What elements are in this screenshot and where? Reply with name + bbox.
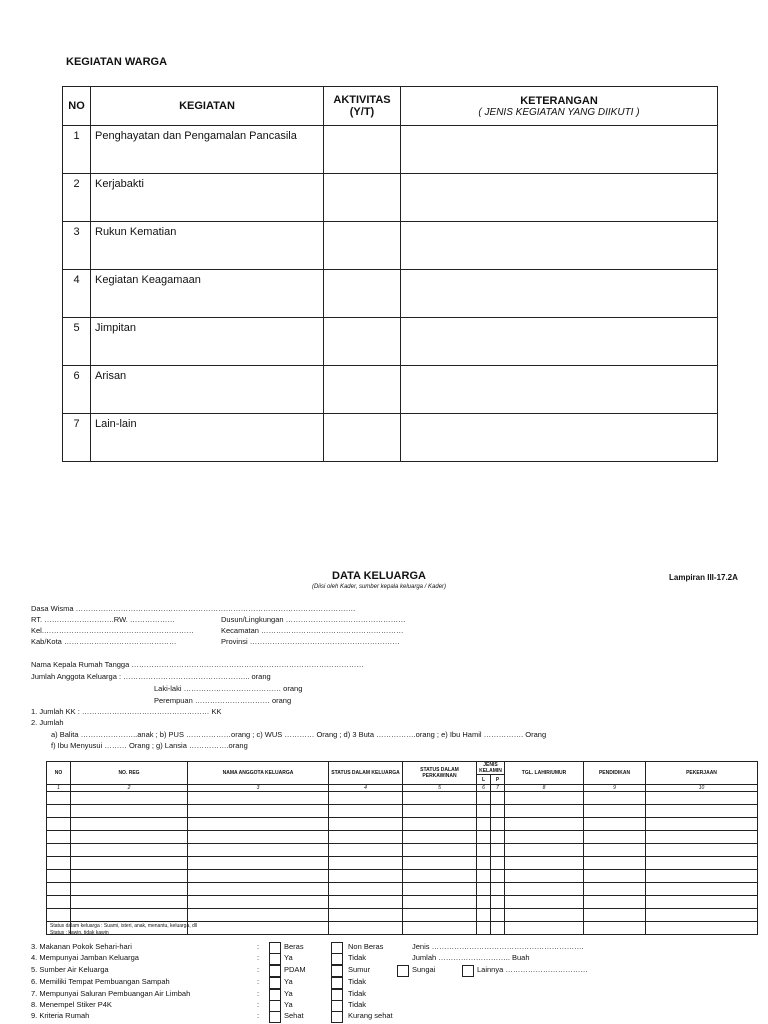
th-nama: NAMA ANGGOTA KELUARGA bbox=[188, 762, 329, 785]
col-num: 7 bbox=[491, 785, 505, 792]
keterangan-label: KETERANGAN bbox=[520, 94, 598, 107]
col-num: 9 bbox=[584, 785, 646, 792]
keterangan-cell[interactable] bbox=[401, 366, 718, 414]
colon: : bbox=[257, 977, 260, 986]
row-no: 4 bbox=[63, 270, 91, 318]
table-row bbox=[63, 126, 718, 174]
anggota-keluarga-table bbox=[46, 761, 758, 935]
table-row bbox=[63, 222, 718, 270]
keterangan-sub: ( JENIS KEGIATAN YANG DIIKUTI ) bbox=[478, 106, 640, 118]
kab-kota-field[interactable]: Kab/Kota ……………………………………… bbox=[31, 637, 177, 646]
aktivitas-cell[interactable] bbox=[324, 174, 401, 222]
q9-kurang-sehat-checkbox[interactable] bbox=[331, 1011, 343, 1023]
data-keluarga-title: DATA KELUARGA bbox=[332, 570, 426, 582]
row-kegiatan: Penghayatan dan Pengamalan Pancasila bbox=[91, 126, 324, 174]
table-row[interactable] bbox=[47, 870, 758, 883]
q7-ya-label: Ya bbox=[284, 989, 293, 998]
colon: : bbox=[257, 953, 260, 962]
q6-tidak-label: Tidak bbox=[348, 977, 367, 986]
data-keluarga-subtitle: (Diisi oleh Kader, sumber kepala keluarga / Kader) bbox=[311, 584, 447, 590]
q5-sungai-checkbox[interactable] bbox=[397, 965, 409, 977]
aktivitas-cell[interactable] bbox=[324, 366, 401, 414]
q9-sehat-checkbox[interactable] bbox=[269, 1011, 281, 1023]
q5-sumur-checkbox[interactable] bbox=[331, 965, 343, 977]
header-aktivitas bbox=[324, 87, 401, 126]
jumlah-anggota-field[interactable]: Jumlah Anggota Keluarga : …………………………………………... orang bbox=[31, 672, 271, 681]
colon: : bbox=[257, 989, 260, 998]
q4-tidak-label: Tidak bbox=[348, 953, 367, 962]
colon: : bbox=[257, 965, 260, 974]
table-row[interactable] bbox=[47, 792, 758, 805]
q3-beras-label: Beras bbox=[284, 942, 304, 951]
table-row[interactable] bbox=[47, 896, 758, 909]
aktivitas-cell[interactable] bbox=[324, 126, 401, 174]
rt-rw-field[interactable]: RT. ……………………….RW. ……………… bbox=[31, 615, 175, 624]
q3-non-beras-label: Non Beras bbox=[348, 942, 384, 951]
table-row[interactable] bbox=[47, 805, 758, 818]
q6-ya-label: Ya bbox=[284, 977, 293, 986]
q4-label: 4. Mempunyai Jamban Keluarga bbox=[31, 953, 139, 962]
table-row[interactable] bbox=[47, 857, 758, 870]
keterangan-cell[interactable] bbox=[401, 270, 718, 318]
kecamatan-field[interactable]: Kecamatan ………………………………………………… bbox=[221, 626, 404, 635]
q3-label: 3. Makanan Pokok Sehari-hari bbox=[31, 942, 132, 951]
th-p: P bbox=[491, 775, 505, 785]
q3-jenis-field[interactable]: Jenis ……………………………………………………. bbox=[412, 942, 584, 951]
aktivitas-cell[interactable] bbox=[324, 270, 401, 318]
jumlah-kk-field[interactable]: 1. Jumlah KK : …………………………………………… KK bbox=[31, 707, 222, 716]
row-no: 1 bbox=[63, 126, 91, 174]
kegiatan-warga-title: KEGIATAN WARGA bbox=[66, 56, 168, 68]
q8-label: 8. Menempel Stiker P4K bbox=[31, 1000, 112, 1009]
table-row bbox=[63, 366, 718, 414]
th-l: L bbox=[477, 775, 491, 785]
th-no-reg: NO. REG bbox=[71, 762, 188, 785]
col-num: 10 bbox=[646, 785, 758, 792]
aktivitas-sub: (Y/T) bbox=[349, 106, 375, 118]
keterangan-cell[interactable] bbox=[401, 126, 718, 174]
th-status-perkawinan: STATUS DALAM PERKAWINAN bbox=[403, 762, 477, 785]
th-tgl-lahir: TGL. LAHIR/UMUR bbox=[505, 762, 584, 785]
col-num: 2 bbox=[71, 785, 188, 792]
q4-ya-checkbox[interactable] bbox=[269, 953, 281, 965]
dasa-wisma-field[interactable]: Dasa Wisma …………………………………………………………………………………………………. bbox=[31, 604, 356, 613]
jumlah-detail-f[interactable]: f) Ibu Menyusui ……… Orang ; g) Lansia …………….orang bbox=[51, 741, 248, 750]
th-pekerjaan: PEKERJAAN bbox=[646, 762, 758, 785]
col-num: 1 bbox=[47, 785, 71, 792]
lampiran-label: Lampiran III-17.2A bbox=[669, 573, 738, 582]
row-kegiatan: Arisan bbox=[91, 366, 324, 414]
aktivitas-cell[interactable] bbox=[324, 222, 401, 270]
q6-label: 6. Memiliki Tempat Pembuangan Sampah bbox=[31, 977, 170, 986]
table-row bbox=[63, 318, 718, 366]
q7-label: 7. Mempunyai Saluran Pembuangan Air Limbah bbox=[31, 989, 191, 998]
row-kegiatan: Jimpitan bbox=[91, 318, 324, 366]
row-no: 3 bbox=[63, 222, 91, 270]
colon: : bbox=[257, 1000, 260, 1009]
row-no: 7 bbox=[63, 414, 91, 462]
keterangan-cell[interactable] bbox=[401, 222, 718, 270]
keterangan-cell[interactable] bbox=[401, 174, 718, 222]
q8-ya-label: Ya bbox=[284, 1000, 293, 1009]
aktivitas-cell[interactable] bbox=[324, 414, 401, 462]
q4-ya-label: Ya bbox=[284, 953, 293, 962]
q5-pdam-label: PDAM bbox=[284, 965, 306, 974]
q6-ya-checkbox[interactable] bbox=[269, 977, 281, 989]
header-no: NO bbox=[63, 87, 91, 126]
q7-tidak-label: Tidak bbox=[348, 989, 367, 998]
keterangan-cell[interactable] bbox=[401, 414, 718, 462]
kegiatan-warga-table bbox=[62, 86, 718, 462]
col-num: 6 bbox=[477, 785, 491, 792]
dusun-field[interactable]: Dusun/Lingkungan ………………………………………… bbox=[221, 615, 406, 624]
q9-label: 9. Kriteria Rumah bbox=[31, 1011, 90, 1020]
aktivitas-label: AKTIVITAS bbox=[333, 94, 391, 106]
perempuan-field[interactable]: Perempuan ………………………… orang bbox=[154, 696, 292, 705]
q5-sumur-label: Sumur bbox=[348, 965, 371, 974]
table-row bbox=[63, 174, 718, 222]
q9-kurang-sehat-label: Kurang sehat bbox=[348, 1011, 393, 1020]
q9-sehat-label: Sehat bbox=[284, 1011, 304, 1020]
row-no: 6 bbox=[63, 366, 91, 414]
status-note-2: Status : kawin, tidak kawin bbox=[50, 930, 109, 936]
row-kegiatan: Kerjabakti bbox=[91, 174, 324, 222]
table-row bbox=[63, 270, 718, 318]
table-row bbox=[63, 414, 718, 462]
row-kegiatan: Rukun Kematian bbox=[91, 222, 324, 270]
th-pendidikan: PENDIDIKAN bbox=[584, 762, 646, 785]
q4-jumlah-field[interactable]: Jumlah ……………………….. Buah bbox=[412, 953, 530, 962]
header-keterangan bbox=[401, 87, 718, 126]
table-row[interactable] bbox=[47, 831, 758, 844]
table-row[interactable] bbox=[47, 883, 758, 896]
table-row[interactable] bbox=[47, 909, 758, 922]
q5-sungai-label: Sungai bbox=[412, 965, 436, 974]
row-no: 5 bbox=[63, 318, 91, 366]
jumlah-label: 2. Jumlah bbox=[31, 718, 64, 727]
col-num: 3 bbox=[188, 785, 329, 792]
row-kegiatan: Kegiatan Keagamaan bbox=[91, 270, 324, 318]
header-kegiatan: KEGIATAN bbox=[91, 87, 324, 126]
th-no: NO bbox=[47, 762, 71, 785]
colon: : bbox=[257, 1011, 260, 1020]
table-row[interactable] bbox=[47, 818, 758, 831]
table-row[interactable] bbox=[47, 844, 758, 857]
laki-laki-field[interactable]: Laki-laki ………………………………… orang bbox=[154, 684, 303, 693]
status-note-1: Status dalam keluarga : Suami, isteri, anak, menantu, keluarga, dll bbox=[50, 923, 198, 929]
col-num: 8 bbox=[505, 785, 584, 792]
keterangan-cell[interactable] bbox=[401, 318, 718, 366]
kel-field[interactable]: Kel.…………………………………………………… bbox=[31, 626, 194, 635]
column-number-row bbox=[47, 785, 758, 792]
q8-tidak-label: Tidak bbox=[348, 1000, 367, 1009]
q5-lainnya-field[interactable]: Lainnya …………………………… bbox=[477, 965, 588, 974]
th-status-keluarga: STATUS DALAM KELUARGA bbox=[329, 762, 403, 785]
q5-pdam-checkbox[interactable] bbox=[269, 965, 281, 977]
col-num: 4 bbox=[329, 785, 403, 792]
provinsi-field[interactable]: Provinsi …………………………………………………… bbox=[221, 637, 400, 646]
aktivitas-cell[interactable] bbox=[324, 318, 401, 366]
q4-tidak-checkbox[interactable] bbox=[331, 953, 343, 965]
col-num: 5 bbox=[403, 785, 477, 792]
q6-tidak-checkbox[interactable] bbox=[331, 977, 343, 989]
jumlah-detail-a[interactable]: a) Balita …………………..anak ; b) PUS ………………orang ; c) WUS ………… Orang ; d) 3 Buta …………….orang ; e) Ibu Hamil ……………. Orang bbox=[51, 730, 547, 739]
colon: : bbox=[257, 942, 260, 951]
th-jenis-kelamin: JENIS KELAMIN bbox=[477, 762, 505, 775]
q5-label: 5. Sumber Air Keluarga bbox=[31, 965, 109, 974]
q5-lainnya-checkbox[interactable] bbox=[462, 965, 474, 977]
nama-kepala-field[interactable]: Nama Kepala Rumah Tangga ………………………………………………………………………………… bbox=[31, 660, 364, 669]
row-kegiatan: Lain-lain bbox=[91, 414, 324, 462]
row-no: 2 bbox=[63, 174, 91, 222]
